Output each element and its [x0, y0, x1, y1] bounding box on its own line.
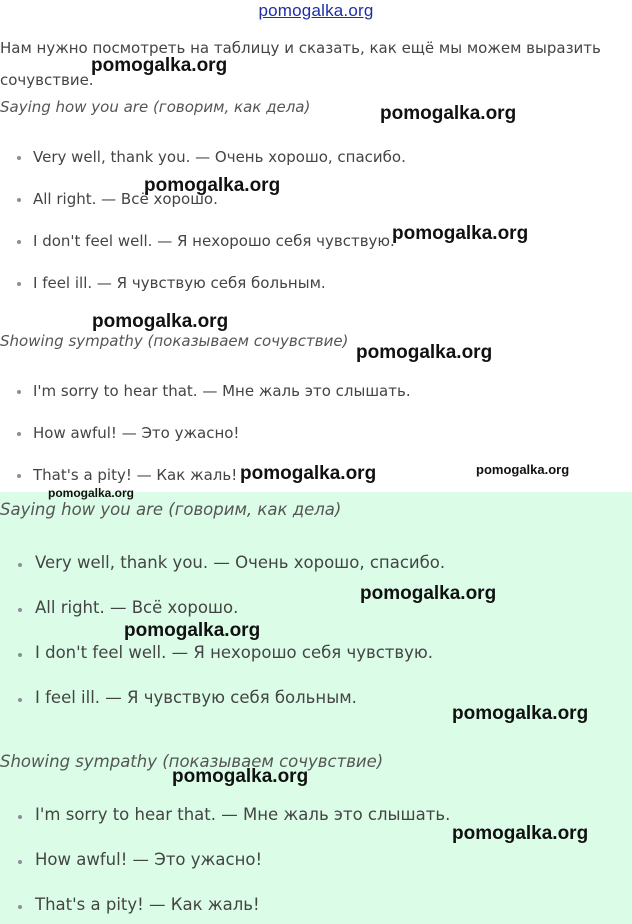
- bullet-dot: [18, 815, 22, 819]
- watermark: pomogalka.org: [240, 463, 377, 484]
- section-heading-sympathy: Showing sympathy (показываем сочувствие): [0, 332, 349, 350]
- watermark: pomogalka.org: [476, 462, 570, 477]
- bullet-dot: [18, 698, 22, 702]
- panel-list-item: I feel ill. — Я чувствую себя больным.: [35, 688, 357, 707]
- panel-heading-how-you-are: Saying how you are (говорим, как дела): [0, 500, 342, 519]
- panel-list-item: Very well, thank you. — Очень хорошо, спасибо.: [35, 553, 446, 572]
- panel-list-item: All right. — Всё хорошо.: [35, 598, 239, 617]
- watermark: pomogalka.org: [48, 486, 135, 500]
- bullet-dot: [18, 563, 22, 567]
- section-heading-how-you-are: Saying how you are (говорим, как дела): [0, 98, 311, 116]
- bullet-dot: [17, 432, 21, 436]
- bullet-dot: [18, 860, 22, 864]
- list-item: Very well, thank you. — Очень хорошо, спасибо.: [33, 148, 406, 166]
- list-item: I feel ill. — Я чувствую себя больным.: [33, 274, 326, 292]
- bullet-dot: [17, 474, 21, 478]
- watermark: pomogalka.org: [360, 583, 497, 604]
- bullet-dot: [18, 608, 22, 612]
- panel-list-item: I'm sorry to hear that. — Мне жаль это слышать.: [35, 805, 451, 824]
- watermark: pomogalka.org: [452, 703, 589, 724]
- watermark: pomogalka.org: [92, 311, 229, 332]
- watermark: pomogalka.org: [91, 55, 228, 76]
- panel-list-item: That's a pity! — Как жаль!: [35, 895, 260, 914]
- watermark: pomogalka.org: [144, 175, 281, 196]
- bullet-dot: [18, 653, 22, 657]
- watermark: pomogalka.org: [392, 223, 529, 244]
- watermark: pomogalka.org: [124, 620, 261, 641]
- bullet-dot: [17, 198, 21, 202]
- list-item: That's a pity! — Как жаль!: [33, 466, 238, 484]
- bullet-dot: [17, 156, 21, 160]
- bullet-dot: [17, 240, 21, 244]
- panel-list-item: How awful! — Это ужасно!: [35, 850, 263, 869]
- panel-heading-sympathy: Showing sympathy (показываем сочувствие): [0, 752, 384, 771]
- bullet-dot: [18, 905, 22, 909]
- panel-list-item: I don't feel well. — Я нехорошо себя чувствую.: [35, 643, 434, 662]
- bullet-dot: [17, 390, 21, 394]
- site-watermark-link[interactable]: pomogalka.org: [258, 1, 374, 20]
- list-item: I don't feel well. — Я нехорошо себя чувствую.: [33, 232, 395, 250]
- list-item: I'm sorry to hear that. — Мне жаль это слышать.: [33, 382, 411, 400]
- watermark: pomogalka.org: [452, 823, 589, 844]
- watermark: pomogalka.org: [172, 766, 309, 787]
- list-item: How awful! — Это ужасно!: [33, 424, 240, 442]
- intro-paragraph: Нам нужно посмотреть на таблицу и сказать, как ещё мы можем выразить сочувствие.: [0, 39, 601, 89]
- list-item: All right. — Всё хорошо.: [33, 190, 218, 208]
- watermark: pomogalka.org: [356, 342, 493, 363]
- watermark: pomogalka.org: [380, 103, 517, 124]
- bullet-dot: [17, 282, 21, 286]
